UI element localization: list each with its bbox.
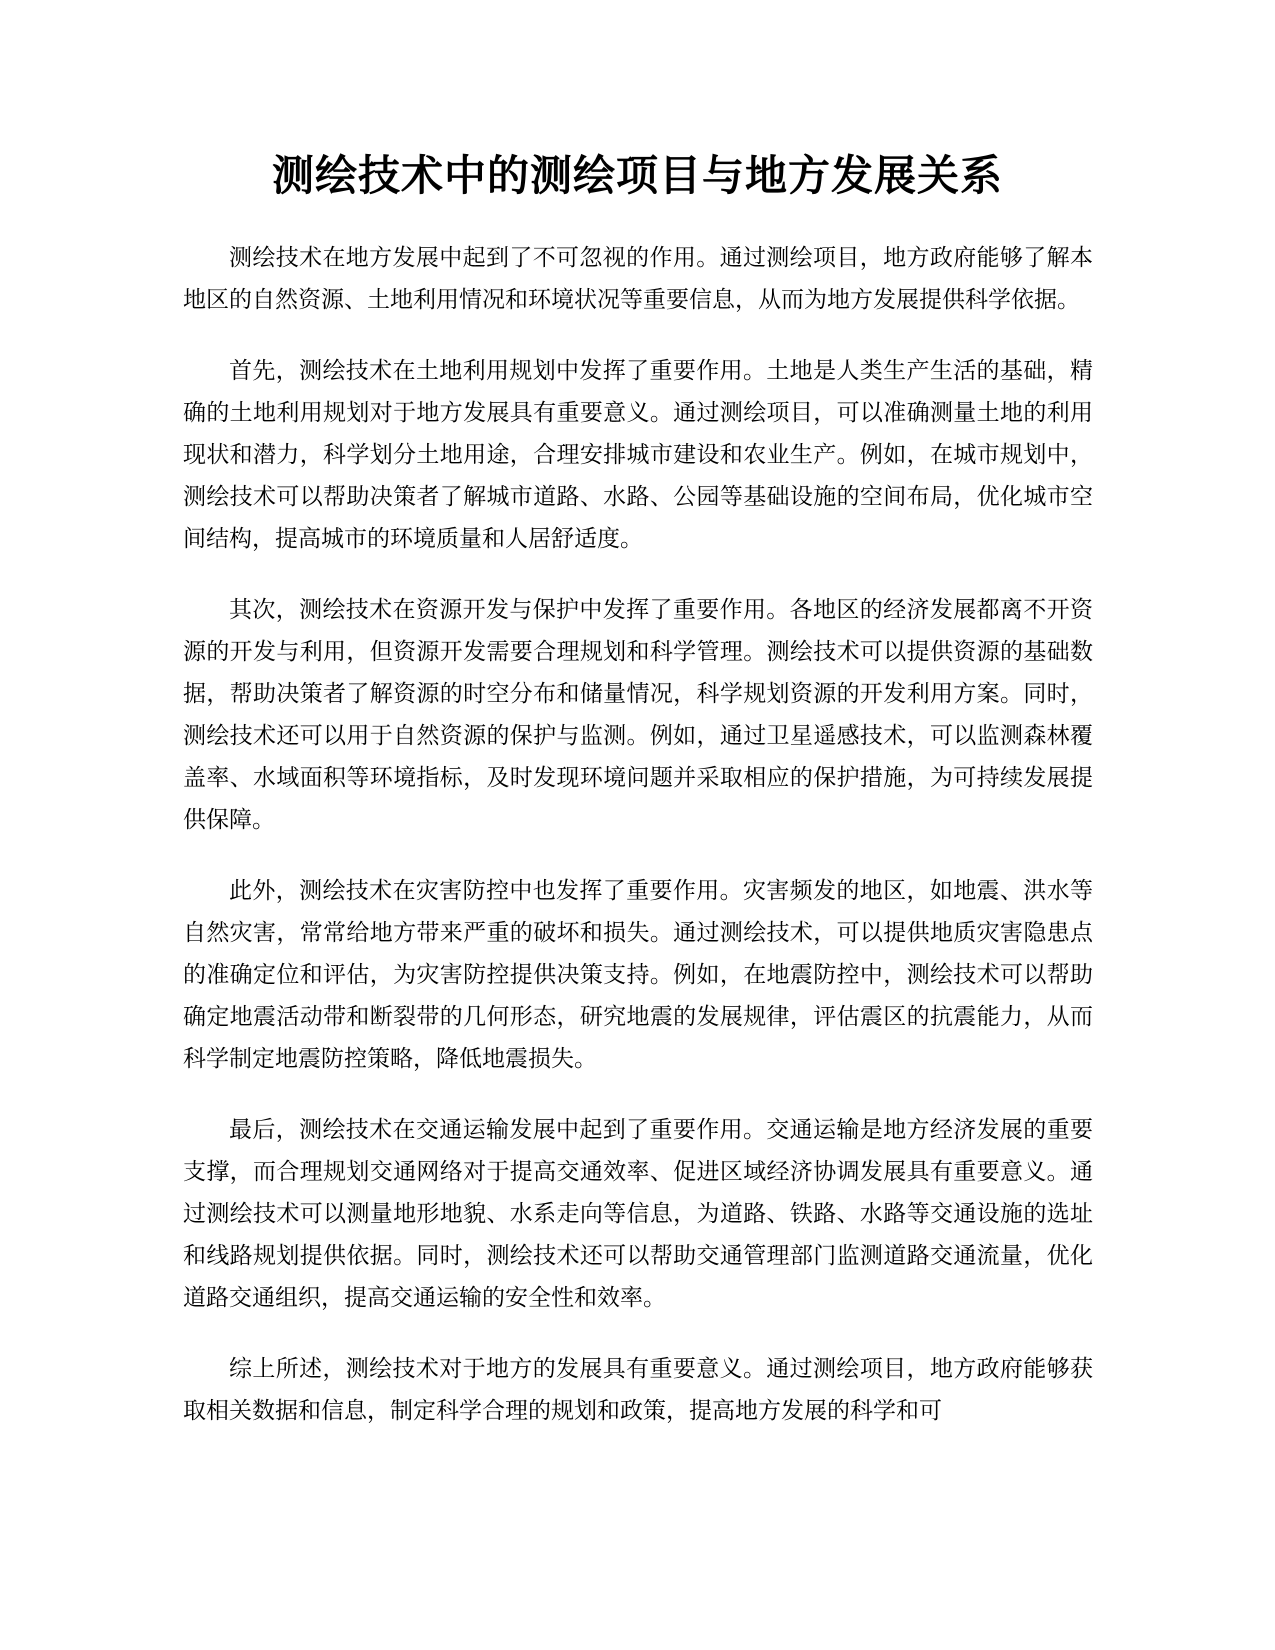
document-title: 测绘技术中的测绘项目与地方发展关系 xyxy=(271,151,1003,200)
paragraph-intro: 测绘技术在地方发展中起到了不可忽视的作用。通过测绘项目，地方政府能够了解本地区的自然资源、土地利用情况和环境状况等重要信息，从而为地方发展提供科学依据。 xyxy=(183,245,1093,313)
document-body xyxy=(183,237,1093,1461)
paragraph-resources: 其次，测绘技术在资源开发与保护中发挥了重要作用。各地区的经济发展都离不开资源的开发与利用，但资源开发需要合理规划和科学管理。测绘技术可以提供资源的基础数据，帮助决策者了解资源的时空分布和储量情况，科学规划资源的开发利用方案。同时，测绘技术还可以用于自然资源的保护与监测。例如，通过卫星遥感技术，可以监测森林覆盖率、水域面积等环境指标，及时发现环境问题并采取相应的保护措施，为可持续发展提供保障。 xyxy=(183,597,1093,833)
paragraph-conclusion: 综上所述，测绘技术对于地方的发展具有重要意义。通过测绘项目，地方政府能够获取相关数据和信息，制定科学合理的规划和政策，提高地方发展的科学和可 xyxy=(183,1356,1093,1424)
paragraph-disaster: 此外，测绘技术在灾害防控中也发挥了重要作用。灾害频发的地区，如地震、洪水等自然灾害，常常给地方带来严重的破坏和损失。通过测绘技术，可以提供地质灾害隐患点的准确定位和评估，为灾害防控提供决策支持。例如，在地震防控中，测绘技术可以帮助确定地震活动带和断裂带的几何形态，研究地震的发展规律，评估震区的抗震能力，从而科学制定地震防控策略，降低地震损失。 xyxy=(183,878,1093,1072)
paragraph-transport: 最后，测绘技术在交通运输发展中起到了重要作用。交通运输是地方经济发展的重要支撑，而合理规划交通网络对于提高交通效率、促进区域经济协调发展具有重要意义。通过测绘技术可以测量地形地貌、水系走向等信息，为道路、铁路、水路等交通设施的选址和线路规划提供依据。同时，测绘技术还可以帮助交通管理部门监测道路交通流量，优化道路交通组织，提高交通运输的安全性和效率。 xyxy=(183,1117,1093,1311)
paragraph-land-use: 首先，测绘技术在土地利用规划中发挥了重要作用。土地是人类生产生活的基础，精确的土地利用规划对于地方发展具有重要意义。通过测绘项目，可以准确测量土地的利用现状和潜力，科学划分土地用途，合理安排城市建设和农业生产。例如，在城市规划中，测绘技术可以帮助决策者了解城市道路、水路、公园等基础设施的空间布局，优化城市空间结构，提高城市的环境质量和人居舒适度。 xyxy=(183,358,1093,552)
